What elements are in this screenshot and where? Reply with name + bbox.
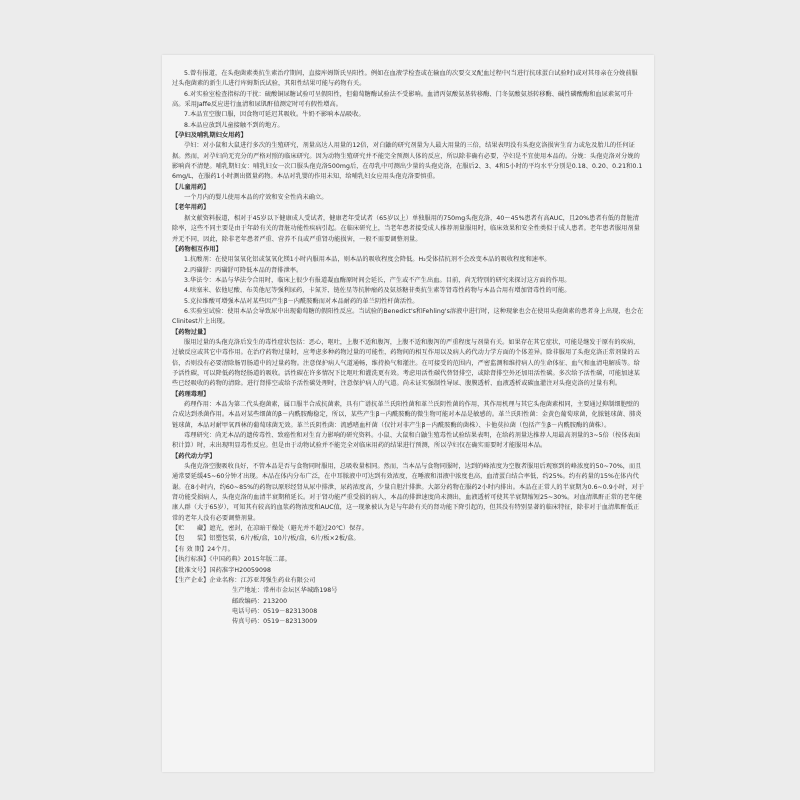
paragraph: 3.华法令：本品与华法令合用时，临床上很少有报道凝血酶原时间会延长，产生或不产生出血。目前，尚无特别的研究来探讨这方面的作用。 (184, 276, 571, 284)
paragraph: 药理作用：本品为第二代头孢菌素，属口服半合成抗菌素，具有广谱抗革兰氏阳性菌和革兰氏阴性菌的作用，其作用机理与其它头孢菌素相同，主要通过抑制细胞壁的合成达到杀菌作用。本品对某些细菌的β－内酰胺酶稳定，所以，某些产生β－内酰胺酶的微生物可能对本品是敏感的。革兰氏阳性菌：金黄色葡萄球菌，化脓链球菌、肺炎链球菌，本品对耐甲氧西林的葡萄球菌无效。革兰氏阴性菌：流感嗜血杆菌（仅针对非产生β－内酰胺酶的菌株）、卡他莫拉菌（包括产生β－内酰胺酶的菌株）。 (172, 401, 642, 429)
address-line: 生产地址：常州市金坛区华城路198号 (232, 587, 338, 595)
paragraph: 5.克拉维酸可增强本品对某些因产生β－内酰胺酶而对本品耐药的革兰阴性杆菌活性。 (184, 297, 419, 305)
section-heading: 【药物相互作用】 (172, 245, 222, 253)
paragraph: 1.抗酸剂：在使用氢氧化铝或氢氧化镁1小时内服用本品，则本品的吸收程度会降低。H₂受体拮抗剂不会改变本品的吸收程度和速率。 (184, 256, 551, 264)
paragraph: 毒理研究：尚无本品的遗传毒性、致癌性和对生育力影响的研究资料。小鼠、大鼠和白鼬生殖毒性试验结果表明，在给药剂量达推荐人用最高剂量的3~5倍（按体表面积计算）时，未出现明显毒性反应。但是由于动物试验并不能完全对临床用药的结果进行预测，所以孕妇仅在确实需要时才能服用本品。 (172, 432, 641, 450)
spec-line: 【贮 藏】遮光，密封，在凉暗干燥处（避光并不超过20℃）保存。 (172, 525, 368, 533)
paragraph: 一个月内的婴儿使用本品的疗效和安全性尚未确立。 (184, 194, 328, 202)
section-heading: 【药物过量】 (172, 328, 210, 336)
section-heading: 【孕妇及哺乳期妇女用药】 (172, 132, 247, 140)
paragraph: 8.本品应放到儿童接触不到的地方。 (184, 121, 284, 129)
paragraph: 服用过量的头孢克洛后发生的毒性症状包括：恶心，呕吐，上腹不适和腹泻，上腹不适和腹泻的严重程度与剂量有关。如果存在其它症状，可能是继发于原有的疾病，过敏反应或其它中毒作用。在治疗药物过量时，应考虑多种药物过量的可能性，药物间的相互作用以及病人药代动力学方面的个体差异。除非服用了头孢克洛正常剂量的五倍，否则没有必要清除肠胃肠道中的过量药物。注意保护病人气道通畅，维持换气和灌注。在可接受的范围内，严密监测和维持病人的生命体征、血气和血清电解质等。给予活性碳，可以降低药物经肠道的吸收。活性碳在许多情况下比呕吐和灌洗更有效。考虑用活性碳代替肾排空，或除肾排空外还加用活性碳。多次给予活性碳，可能加速某些已经吸收的药物的清除。进行肾排空或给予活性碳处理时，注意保护病人的气道。尚未证实强制性导尿、腹膜透析、血液透析或碳血灌注对头孢克洛的过量有利。 (172, 338, 640, 388)
spec-line: 【包 装】铝塑包装，6片/板/盒，10片/板/盒，6片/板×2板/盒。 (172, 535, 360, 543)
paragraph: 2.丙磺舒：丙磺舒可降低本品的肾排泄率。 (184, 266, 303, 274)
leaflet-page (162, 55, 654, 772)
section-heading: 【老年用药】 (172, 204, 210, 212)
spec-line: 【生产企业】企业名称：江苏亚邦强生药业有限公司 (172, 576, 316, 584)
paragraph: 4.呋塞米、依他尼酸、布美他尼等强利尿药，卡氮芥、链佐星等抗肿瘤药及氨基糖苷类抗生素等肾毒性药物与本品合用有增加肾毒性的可能。 (184, 287, 571, 295)
address-line: 邮政编码：213200 (232, 597, 288, 605)
paragraph: 孕妇：对小鼠和大鼠进行多次的生殖研究，剂量高达人用量的12倍，对白鼬的研究剂量为人最大用量的三倍，结果表明没有头孢克洛损害生育力或危及胎儿的任何证据。然而，对孕妇尚无充分的严格对照的临床研究。因为动物生殖研究并不能完全预测人体的反应，所以除非确有必要，孕妇是不宜使用本品的。分娩：头孢克洛对分娩的影响尚不清楚。哺乳期妇女：哺乳妇女一次口服头孢克洛500mg后，在母乳中可测出少量的头孢克洛，在服后2、3、4和5小时的平均水平分别是0.18、0.20、0.21和0.16mg/L，在服药1小时测出微量药物。本品对乳婴的作用未知，给哺乳妇女应用头孢克洛要慎重。 (172, 142, 643, 181)
spec-line: 【有 效 期】24个月。 (172, 545, 234, 553)
paragraph: 头孢克洛空腹吸收良好，不管本品是否与食物同时服用，总吸收量相同。然而，当本品与食物同服时，达到的峰浓度为空腹者服用后观察到的峰浓度的50~70%，而且通常要延缓45~60分钟才出现。本品在体内分布广泛，在中耳脓液中可达到有效浓度，在唾液和泪液中浓度也高，血清蛋白结合率低，约25%。约有药量的15%在体内代谢。在8小时内，约60~85%的药物以原形经肾从尿中排泄，尿药浓度高，少量自胆汁排泄。大部分药物在服药2小时内排出。本品在正常人的半衰期为0.6~0.9小时，对于肾功能受损病人，头孢克洛的血清半衰期稍延长。对于肾功能严重受损的病人，本品的排泄速度尚未测出，血液透析可使其半衰期缩短25~30%。对血清肌酐正常的老年健康人群（大于65岁），可知其有较高的血浆药物浓度和AUC值，这一现象被认为是与年龄有关的肾功能下降引起的，但其没有特别显著的临床特征，除非对于血清肌酐低正常的老年人没有必要调整剂量。 (172, 463, 644, 522)
section-heading: 【药理毒理】 (172, 390, 210, 398)
paragraph: 5.曾有报道，在头孢菌素类抗生素治疗期间，直接库姆斯氏呈阳性。例如在血液学检查或在输血的次要交叉配血过程中(当进行抗球蛋白试验时)或对其母亲在分娩前服过头孢菌素的新生儿进行库姆斯氏试验，其阳性结果可能与药物有关。 (172, 70, 638, 88)
paragraph: 6.实验室试验：使用本品会导致尿中出现葡萄糖的假阳性反应。当试验的Benedict's和Fehling's溶液中进行时，这种现象也会在使用头孢菌素的患者身上出现，也会在Clinitest片上出现。 (172, 307, 644, 326)
leaflet-content (172, 69, 644, 628)
paragraph: 6.对实验室检查指标的干扰：硫酸铜尿糖试验可呈假阳性，但葡萄糖酶试验法不受影响。血清丙氨酸氨基转移酶、门冬氨酸氨基转移酶、碱性磷酸酶和血尿素氮可升高。采用Jaffe反应进行血清和尿肌酐值测定时可有假性增高。 (172, 90, 633, 109)
spec-line: 【执行标准】《中国药典》2015年版二部。 (172, 556, 291, 564)
address-line: 传真号码：0519－82313009 (232, 618, 318, 626)
section-heading: 【药代动力学】 (172, 452, 216, 460)
spec-line: 【批准文号】国药准字H20059098 (172, 566, 271, 574)
paragraph: 7.本品宜空腹口服，因食物可延迟其吸收。牛奶不影响本品吸收。 (184, 111, 365, 119)
paragraph: 据文献资料报道，相对于45岁以下健康成人受试者，健康老年受试者（65岁以上）单独服用的750mg头孢克洛，40～45%患者有高AUC，且20%患者有低的肾脏清除率，这些不同主要是由于年龄有关的肾脏功能性疾病引起。在临床研究上，当老年患者接受成人推荐剂量服用时，临床效果和安全性类似于成人患者。老年患者服用剂量并无不同，因此，除非老年患者严重、营养不良或严重肾功能损害，一般不需要调整剂量。 (172, 214, 640, 243)
address-line: 电话号码：0519－82313008 (232, 607, 318, 615)
section-heading: 【儿童用药】 (172, 183, 210, 191)
